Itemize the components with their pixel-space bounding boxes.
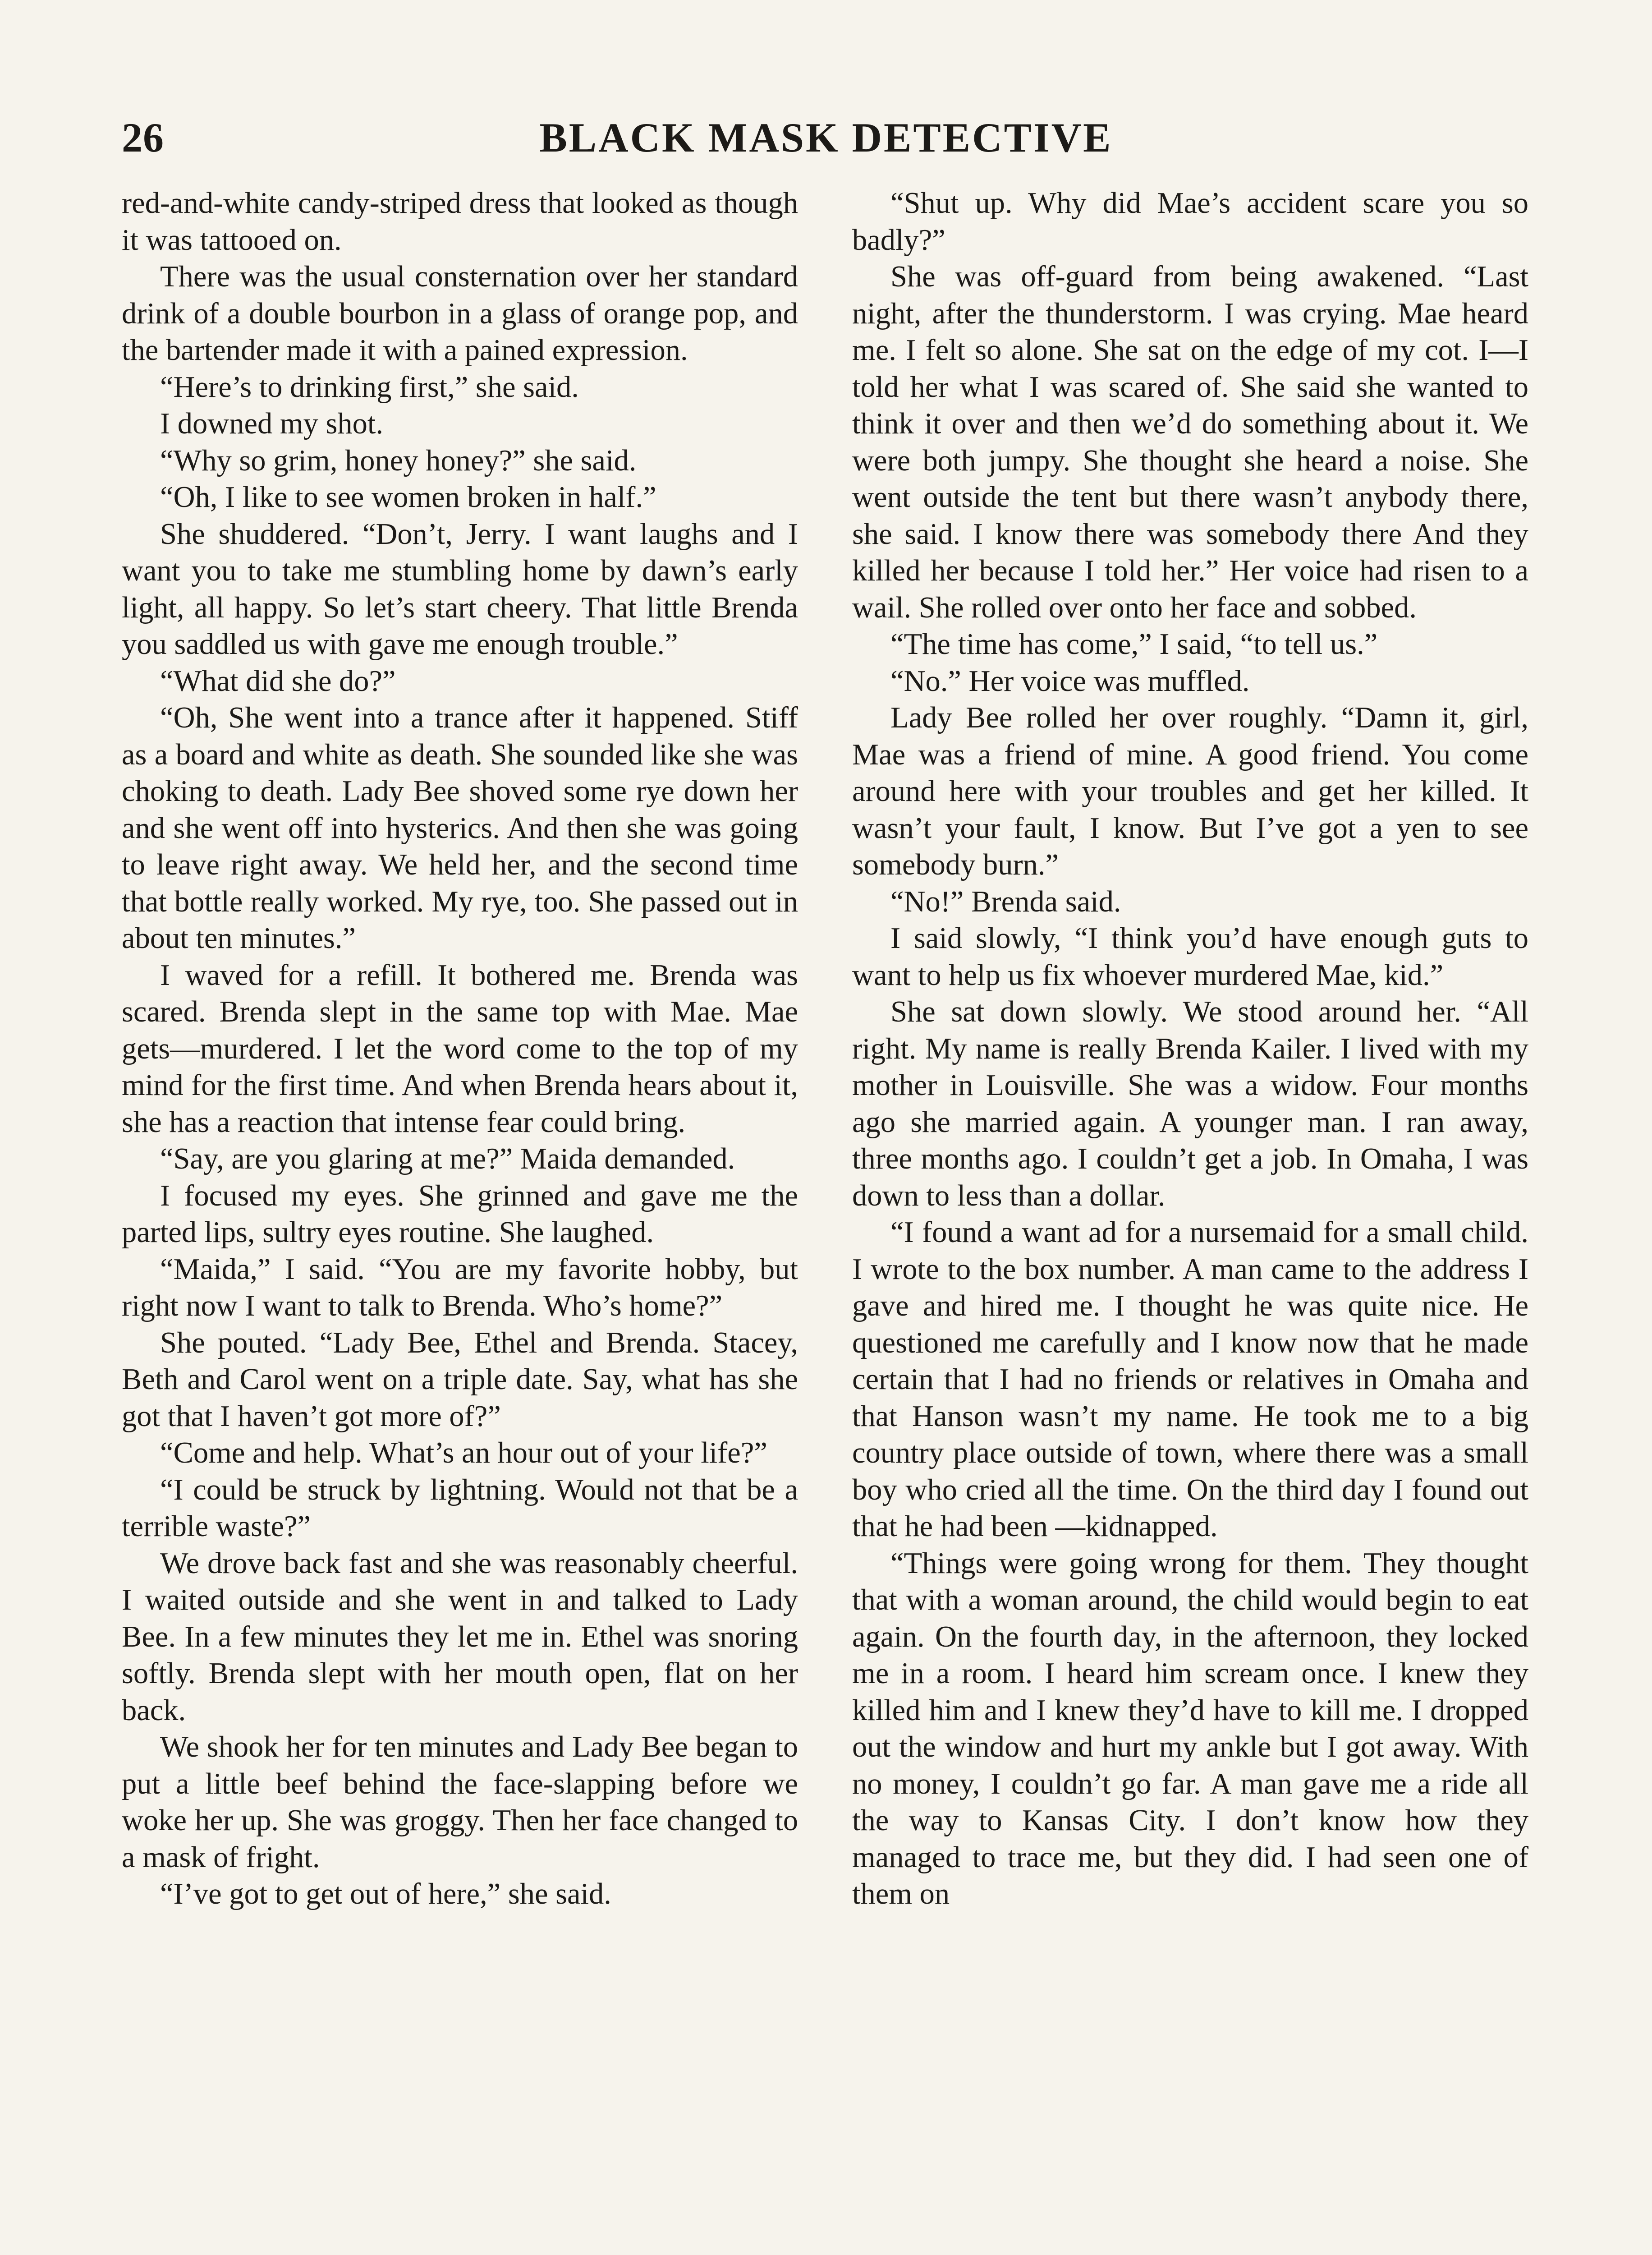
paragraph: “Things were going wrong for them. They thought that with a woman around, the child would begin to eat again. On the fourth day, in the afternoon, they locked me in a room. I heard him scream once. I knew they killed him and I knew they’d have to kill me. I dropped out the window and hurt my ankle but I got away. With no money, I couldn’t go far. A man gave me a ride all the way to Kansas City. I don’t know how they managed to trace me, but they did. I had seen one of them on	[852, 1546, 1528, 1910]
paragraph: “Come and help. What’s an hour out of your life?”	[160, 1436, 767, 1469]
paragraph: “Maida,” I said. “You are my favorite hobby, but right now I want to talk to Brenda. Who’s home?”	[122, 1252, 798, 1322]
paragraph: She shuddered. “Don’t, Jerry. I want laughs and I want you to take me stumbling home by dawn’s early light, all happy. So let’s start cheery. That little Brenda you saddled us with gave me enough trouble.”	[122, 517, 798, 661]
paragraph: She was off-guard from being awakened. “Last night, after the thunderstorm. I was crying. Mae heard me. I felt so alone. She sat on the edge of my cot. I—I told her what I was scared of. She said she wanted to think it over and then we’d do something about it. We were both jumpy. She thought she heard a noise. She went outside the tent but there wasn’t anybody there, she said. I know there was somebody there And they killed her because I told her.” Her voice had risen to a wail. She rolled over onto her face and sobbed.	[852, 260, 1528, 624]
paragraph: Lady Bee rolled her over roughly. “Damn it, girl, Mae was a friend of mine. A good friend. You come around here with your troubles and get her killed. It wasn’t your fault, I know. But I’ve got a yen to see somebody burn.”	[852, 701, 1528, 881]
paragraph: “I found a want ad for a nursemaid for a small child. I wrote to the box number. A man came to the address I gave and hired me. I thought he was quite nice. He questioned me carefully and I know now that he made certain that I had no friends or relatives in Omaha and that Hanson wasn’t my name. He took me to a big country place outside of town, where there was a small boy who cried all the time. On the third day I found out that he had been —kidnapped.	[852, 1216, 1528, 1543]
page-number: 26	[122, 115, 164, 161]
paragraph: There was the usual consternation over her standard drink of a double bourbon in a glass of orange pop, and the bartender made it with a pained expression.	[122, 260, 798, 367]
paragraph: “Oh, I like to see women broken in half.”	[160, 481, 656, 514]
paragraph: “The time has come,” I said, “to tell us.”	[890, 628, 1378, 661]
paragraph: “Oh, She went into a trance after it happened. Stiff as a board and white as death. She sounded like she was choking to death. Lady Bee shoved some rye down her and she went off into hysterics. And then she was going to leave right away. We held her, and the second time that bottle really worked. My rye, too. She passed out in about ten minutes.”	[122, 701, 798, 955]
paragraph: “Why so grim, honey honey?” she said.	[160, 444, 637, 477]
paragraph: “I could be struck by lightning. Would not that be a terrible waste?”	[122, 1473, 798, 1543]
paragraph: We drove back fast and she was reasonably cheerful. I waited outside and she went in and talked to Lady Bee. In a few minutes they let me in. Ethel was snoring softly. Brenda slept with her mouth open, flat on her back.	[122, 1546, 798, 1727]
paragraph: I focused my eyes. She grinned and gave me the parted lips, sultry eyes routine. She laughed.	[122, 1179, 798, 1249]
paragraph: “What did she do?”	[160, 664, 396, 698]
paragraph: “I’ve got to get out of here,” she said.	[160, 1878, 611, 1910]
paragraph: “No.” Her voice was muffled.	[890, 664, 1250, 698]
page-header	[122, 106, 1530, 169]
left-column	[122, 185, 798, 2255]
magazine-title: BLACK MASK DETECTIVE	[539, 115, 1113, 161]
paragraph: “Here’s to drinking first,” she said.	[160, 370, 579, 404]
paragraph: I downed my shot.	[160, 407, 384, 440]
paragraph: “Shut up. Why did Mae’s accident scare you so badly?”	[852, 187, 1528, 257]
paragraph: She pouted. “Lady Bee, Ethel and Brenda. Stacey, Beth and Carol went on a triple date. Say, what has she got that I haven’t got more of?”	[122, 1326, 798, 1433]
paragraph: I said slowly, “I think you’d have enough guts to want to help us fix whoever murdered Mae, kid.”	[852, 922, 1528, 992]
paragraph: We shook her for ten minutes and Lady Bee began to put a little beef behind the face-slapping before we woke her up. She was groggy. Then her face changed to a mask of fright.	[122, 1730, 798, 1874]
paragraph: “Say, are you glaring at me?” Maida demanded.	[160, 1142, 735, 1175]
paragraph: red-and-white candy-striped dress that looked as though it was tattooed on.	[122, 187, 798, 257]
paragraph: “No!” Brenda said.	[890, 885, 1121, 918]
right-column	[852, 185, 1528, 2255]
paragraph: She sat down slowly. We stood around her. “All right. My name is really Brenda Kailer. I lived with my mother in Louisville. She was a widow. Four months ago she married again. A younger man. I ran away, three months ago. I couldn’t get a job. In Omaha, I was down to less than a dollar.	[852, 995, 1528, 1212]
paragraph: I waved for a refill. It bothered me. Brenda was scared. Brenda slept in the same top with Mae. Mae gets—murdered. I let the word come to the top of my mind for the first time. And when Brenda hears about it, she has a reaction that intense fear could bring.	[122, 958, 798, 1139]
